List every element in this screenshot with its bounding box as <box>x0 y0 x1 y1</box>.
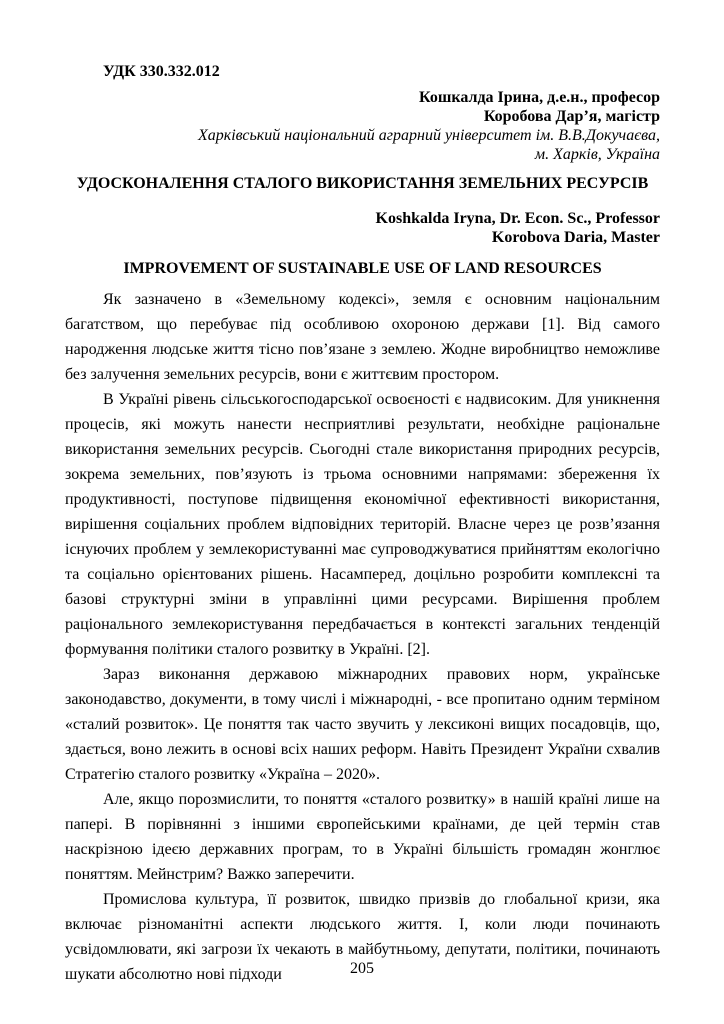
page-number: 205 <box>350 960 374 977</box>
paper-title-uk: УДОСКОНАЛЕННЯ СТАЛОГО ВИКОРИСТАННЯ ЗЕМЕЛЬНИХ РЕСУРСІВ <box>76 175 649 192</box>
authors-uk-block <box>65 88 660 126</box>
udc-code: УДК 330.332.012 <box>103 63 220 80</box>
author-uk-line: Кошкалда Ірина, д.е.н., професор <box>419 89 660 106</box>
affiliation-line: Харківський національний аграрний університет ім. В.В.Докучаєва, <box>197 127 660 144</box>
authors-en-block <box>65 209 660 247</box>
page-content <box>65 62 660 987</box>
body-paragraph: Як зазначено в «Земельному кодексі», земля є основним національним багатством, що перебуває під особливою охороною держави [1]. Від самого народження людське життя тісно пов’язане з землею. Жодне виробництво неможливе без залучення земельних ресурсів, вони є життєвим простором. <box>65 291 660 383</box>
author-en-line: Koshkalda Iryna, Dr. Econ. Sc., Professor <box>375 210 660 227</box>
body-paragraph: В Україні рівень сільськогосподарської освоєності є надвисоким. Для уникнення процесів, які можуть нанести несприятливі результати, необхідне раціональне використання земельних ресурсів. Сьогодні стале використання природних ресурсів, зокрема земельних, пов’язують із трьома основними напрямами: збереження їх продуктивності, поступове підвищення економічної ефективності використання, вирішення соціальних проблем відповідних територій. Власне через це розв’язання існуючих проблем у землекористуванні має супроводжуватися прийняттям екологічно та соціально орієнтованих рішень. Насамперед, доцільно розробити комплексні та базові структурні зміни в управлінні цими ресурсами. Вирішення проблем раціонального землекористування передбачається в контексті загальних тенденцій формування політики сталого розвитку в Україні. [2]. <box>65 391 660 658</box>
body-paragraph: Зараз виконання державою міжнародних правових норм, українське законодавство, документи, в тому числі і міжнародні, - все пропитано одним терміном «сталий розвиток». Це поняття так часто звучить у лексиконі вищих посадовців, що, здається, воно лежить в основі всіх наших реформ. Навіть Президент України схвалив Стратегію сталого розвитку «Україна – 2020». <box>65 666 660 783</box>
body-paragraph: Але, якщо порозмислити, то поняття «сталого розвитку» в нашій країні лише на папері. В порівнянні з іншими європейськими країнами, де цей термін став наскрізною ідеєю державних програм, то в Україні більшість громадян жонглює поняттям. Мейнстрим? Важко заперечити. <box>65 791 660 883</box>
affiliation-line: м. Харків, Україна <box>534 146 660 163</box>
body-paragraph: Промислова культура, її розвиток, швидко призвів до глобальної кризи, яка включає різноманітні аспекти людського життя. І, коли люди починають усвідомлювати, які загрози їх чекають в майбутньому, депутати, політики, починають шукати абсолютно нові підходи <box>65 891 660 983</box>
author-en-line: Korobova Daria, Master <box>491 229 660 246</box>
paper-title-en: IMPROVEMENT OF SUSTAINABLE USE OF LAND RESOURCES <box>123 260 602 277</box>
affiliation-block <box>65 126 660 164</box>
author-uk-line: Коробова Дар’я, магістр <box>483 108 660 125</box>
paper-body <box>65 287 660 987</box>
